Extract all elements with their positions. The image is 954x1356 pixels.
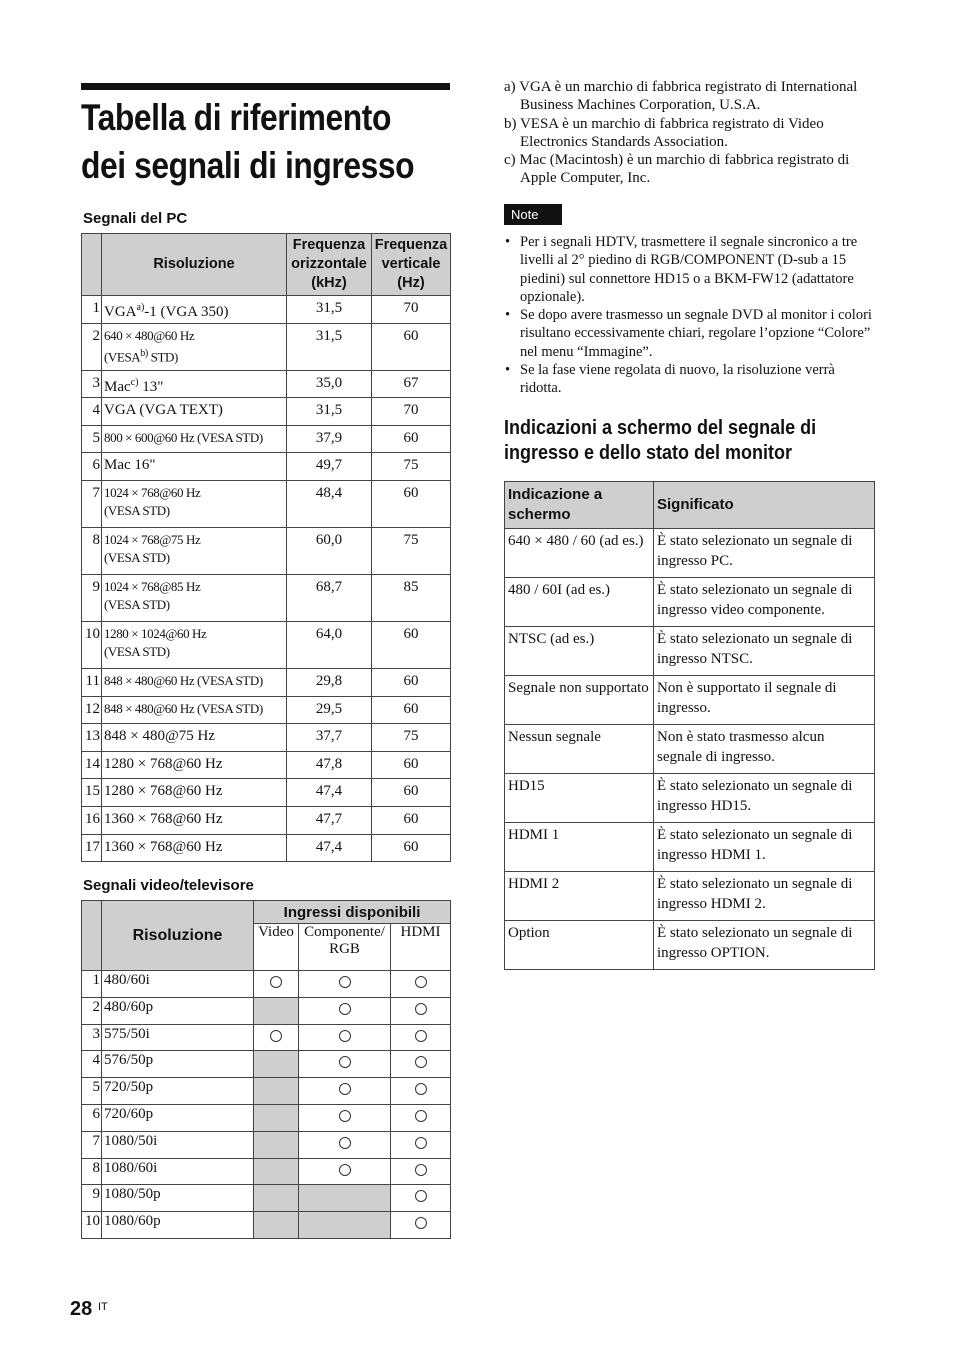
ind-row [505,529,875,578]
pc-row-number: 6 [82,453,102,481]
footnotes-list [504,78,876,188]
pc-resolution-text: 13" [138,378,164,395]
video-row-comp-cell [299,1024,391,1051]
ind-header-meaning: Significato [654,482,875,529]
notes-list [504,233,876,398]
pc-row-number: 11 [82,668,102,696]
video-row-video-cell [254,1024,299,1051]
note-item: • Se la fase viene regolata di nuovo, la risoluzione verrà ridotta. [504,361,876,398]
ind-row-meaning: Non è stato trasmesso alcun segnale di ingresso. [654,725,875,774]
pc-row-resolution [102,425,287,453]
note-item: • Per i segnali HDTV, trasmettere il segnale sincronico a tre livelli al 2° piedino di RGB/COMPONENT (D-sub a 15 piedini) sul connettore HD15 o a BKM-FW12 (adattatore opzionale). [504,233,876,306]
pc-row [82,696,451,724]
pc-row-resolution [102,323,287,370]
pc-row-vfreq: 67 [372,370,451,398]
ind-row-display: Option [505,921,654,970]
ind-header-display: Indicazione a schermo [505,482,654,529]
pc-resolution-text: Mac [104,378,131,395]
video-row-number: 1 [82,971,102,998]
pc-row-resolution [102,370,287,398]
video-row [82,1185,451,1212]
pc-resolution-text: 848 × 480@75 Hz [104,728,216,745]
pc-signals-table [81,233,451,862]
video-row-resolution: 1080/60i [102,1158,254,1185]
pc-row-resolution [102,527,287,574]
pc-row-vfreq: 85 [372,574,451,621]
footnote-ref: b) [140,347,148,359]
pc-row-number: 2 [82,323,102,370]
pc-row [82,480,451,527]
video-row-hdmi-cell [391,1185,451,1212]
video-header-num [82,901,102,971]
pc-row-hfreq: 60,0 [287,527,372,574]
pc-resolution-text: 1024 × 768@60 Hz [104,484,201,500]
ind-row [505,725,875,774]
note-badge: Note [504,204,562,225]
pc-header-resolution: Risoluzione [102,234,287,296]
pc-row-hfreq: 68,7 [287,574,372,621]
pc-row [82,527,451,574]
video-row-resolution: 720/60p [102,1104,254,1131]
pc-row [82,621,451,668]
pc-resolution-text: 1360 × 768@60 Hz [104,838,223,855]
pc-resolution-text: VGA [104,304,137,320]
footnote-b: b) VESA è un marchio di fabbrica registrato di Video Electronics Standards Association. [504,115,824,150]
pc-row-number: 17 [82,834,102,862]
pc-row [82,806,451,834]
pc-row-vfreq: 70 [372,398,451,426]
pc-resolution-text: 848 × 480@60 Hz (VESA STD) [104,672,263,688]
page-number: 28 [70,1298,93,1320]
video-header-inputs: Ingressi disponibili [254,901,451,924]
pc-row-number: 3 [82,370,102,398]
pc-row-vfreq: 60 [372,621,451,668]
available-circle-icon [270,1030,282,1042]
available-circle-icon [339,976,351,988]
pc-row [82,296,451,324]
pc-row-resolution [102,574,287,621]
indications-table [504,481,875,970]
video-row-hdmi-cell [391,1104,451,1131]
pc-row-hfreq: 29,5 [287,696,372,724]
video-signals-table [81,900,451,1239]
pc-row-hfreq: 47,7 [287,806,372,834]
footnote-c: c) Mac (Macintosh) è un marchio di fabbrica registrato di Apple Computer, Inc. [504,152,850,187]
video-row-video-cell [254,1131,299,1158]
video-row [82,1078,451,1105]
video-row-hdmi-cell [391,1078,451,1105]
ind-row-meaning: È stato selezionato un segnale di ingresso OPTION. [654,921,875,970]
pc-row [82,453,451,481]
available-circle-icon [415,1190,427,1202]
available-circle-icon [339,1083,351,1095]
video-row [82,1051,451,1078]
video-row-video-cell [254,1104,299,1131]
pc-header-vfreq: Frequenza verticale (Hz) [372,234,451,296]
video-row-hdmi-cell [391,971,451,998]
pc-row [82,751,451,779]
pc-row-resolution [102,668,287,696]
page-title [81,94,415,190]
page-title-line2: dei segnali di ingresso [81,145,415,186]
video-row-video-cell [254,997,299,1024]
video-row-comp-cell [299,1104,391,1131]
pc-row [82,668,451,696]
pc-row [82,834,451,862]
available-circle-icon [415,1083,427,1095]
pc-resolution-text: 1280 × 768@60 Hz [104,755,223,772]
available-circle-icon [339,1003,351,1015]
pc-resolution-text: (VESA [104,348,141,364]
pc-resolution-text: 1024 × 768@85 Hz [104,578,201,594]
video-row [82,1158,451,1185]
available-circle-icon [270,976,282,988]
pc-row-hfreq: 29,8 [287,668,372,696]
pc-row-resolution [102,806,287,834]
pc-row-vfreq: 60 [372,696,451,724]
pc-resolution-text: (VESA STD) [104,549,170,565]
pc-row [82,323,451,370]
available-circle-icon [339,1056,351,1068]
pc-row-number: 4 [82,398,102,426]
pc-row-number: 14 [82,751,102,779]
pc-row-vfreq: 60 [372,779,451,807]
pc-section-label: Segnali del PC [83,210,188,227]
pc-row-resolution [102,621,287,668]
pc-resolution-text: 1280 × 1024@60 Hz [104,625,207,641]
video-row-comp-cell [299,1158,391,1185]
pc-row-hfreq: 49,7 [287,453,372,481]
page-language: IT [98,1301,108,1313]
pc-row-resolution [102,296,287,324]
ind-row-meaning: È stato selezionato un segnale di ingresso video componente. [654,578,875,627]
pc-row-number: 7 [82,480,102,527]
pc-row-vfreq: 60 [372,834,451,862]
pc-row-resolution [102,779,287,807]
video-row-number: 3 [82,1024,102,1051]
indications-heading: Indicazioni a schermo del segnale di ingresso e dello stato del monitor [504,417,817,464]
pc-resolution-text: 800 × 600@60 Hz (VESA STD) [104,429,263,445]
video-row-resolution: 575/50i [102,1024,254,1051]
footnote-ref: c) [130,376,139,388]
pc-row-number: 12 [82,696,102,724]
video-row-number: 9 [82,1185,102,1212]
ind-row [505,774,875,823]
video-row-number: 7 [82,1131,102,1158]
video-row-video-cell [254,1078,299,1105]
pc-row-vfreq: 75 [372,453,451,481]
video-row-number: 2 [82,997,102,1024]
ind-row-display: NTSC (ad es.) [505,627,654,676]
available-circle-icon [415,1003,427,1015]
available-circle-icon [339,1137,351,1149]
pc-row [82,574,451,621]
video-row-comp-cell [299,1078,391,1105]
video-row-number: 5 [82,1078,102,1105]
footnote-a: a) VGA è un marchio di fabbrica registrato di International Business Machines Corporation, U.S.A. [504,79,858,114]
video-row [82,1104,451,1131]
pc-row-hfreq: 47,4 [287,779,372,807]
ind-row-display: HD15 [505,774,654,823]
pc-row-vfreq: 75 [372,724,451,752]
video-row-comp-cell [299,1185,391,1212]
pc-row-resolution [102,453,287,481]
available-circle-icon [339,1164,351,1176]
pc-resolution-text: Mac 16" [104,457,156,474]
pc-row-hfreq: 47,8 [287,751,372,779]
pc-row-hfreq: 31,5 [287,323,372,370]
video-header-component-line2: RGB [329,941,360,957]
pc-row-vfreq: 60 [372,425,451,453]
footnote-ref: a) [136,302,145,313]
pc-row [82,398,451,426]
pc-row-vfreq: 70 [372,296,451,324]
video-row-number: 8 [82,1158,102,1185]
available-circle-icon [415,1137,427,1149]
ind-row [505,578,875,627]
pc-row-number: 16 [82,806,102,834]
pc-row-hfreq: 64,0 [287,621,372,668]
available-circle-icon [415,1030,427,1042]
pc-row-hfreq: 37,9 [287,425,372,453]
ind-row [505,627,875,676]
pc-resolution-text: 848 × 480@60 Hz (VESA STD) [104,700,263,716]
pc-resolution-text: VGA (VGA TEXT) [104,402,223,419]
pc-header-num [82,234,102,296]
pc-row [82,724,451,752]
video-row-resolution: 1080/50p [102,1185,254,1212]
video-row-resolution: 576/50p [102,1051,254,1078]
video-row-resolution: 1080/60p [102,1212,254,1239]
pc-row-number: 5 [82,425,102,453]
video-row [82,1212,451,1239]
pc-row-number: 9 [82,574,102,621]
ind-row-display: HDMI 2 [505,872,654,921]
pc-row-resolution [102,480,287,527]
video-header-resolution: Risoluzione [102,901,254,971]
available-circle-icon [415,1164,427,1176]
video-row [82,997,451,1024]
pc-row-number: 10 [82,621,102,668]
pc-row [82,779,451,807]
video-row-hdmi-cell [391,1024,451,1051]
video-row [82,1024,451,1051]
pc-resolution-text: (VESA STD) [104,502,170,518]
video-row-video-cell [254,1051,299,1078]
pc-resolution-text: -1 (VGA 350) [144,304,229,320]
available-circle-icon [415,976,427,988]
page-title-line1: Tabella di riferimento [81,97,391,138]
video-header-video: Video [254,924,299,971]
pc-row-hfreq: 37,7 [287,724,372,752]
pc-resolution-text: 1280 × 768@60 Hz [104,783,223,800]
pc-resolution-text: (VESA STD) [104,643,170,659]
pc-row-hfreq: 48,4 [287,480,372,527]
video-row-comp-cell [299,1131,391,1158]
video-header-component [299,924,391,971]
pc-row [82,370,451,398]
pc-row-vfreq: 60 [372,668,451,696]
video-row-hdmi-cell [391,1051,451,1078]
ind-row-meaning: È stato selezionato un segnale di ingresso PC. [654,529,875,578]
video-row-resolution: 480/60p [102,997,254,1024]
ind-row-display: 640 × 480 / 60 (ad es.) [505,529,654,578]
pc-row-vfreq: 60 [372,480,451,527]
pc-row-resolution [102,398,287,426]
video-row-resolution: 720/50p [102,1078,254,1105]
available-circle-icon [415,1217,427,1229]
video-row-comp-cell [299,997,391,1024]
pc-resolution-text: 640 × 480@60 Hz [104,327,195,343]
pc-row-vfreq: 75 [372,527,451,574]
video-row-hdmi-cell [391,1131,451,1158]
pc-resolution-text: (VESA STD) [104,596,170,612]
video-header-component-line1: Componente/ [304,924,385,940]
pc-resolution-text: 1360 × 768@60 Hz [104,810,223,827]
video-row-number: 10 [82,1212,102,1239]
ind-row [505,676,875,725]
video-row [82,1131,451,1158]
video-row-comp-cell [299,1212,391,1239]
pc-row-number: 1 [82,296,102,324]
video-row-comp-cell [299,971,391,998]
pc-row-hfreq: 31,5 [287,398,372,426]
ind-row [505,872,875,921]
video-row [82,971,451,998]
video-row-resolution: 480/60i [102,971,254,998]
pc-row-number: 8 [82,527,102,574]
ind-row-meaning: È stato selezionato un segnale di ingresso NTSC. [654,627,875,676]
video-row-video-cell [254,971,299,998]
pc-row [82,425,451,453]
pc-row-resolution [102,724,287,752]
pc-resolution-text: STD) [147,348,178,364]
pc-header-hfreq: Frequenza orizzontale (kHz) [287,234,372,296]
video-row-resolution: 1080/50i [102,1131,254,1158]
ind-row-display: 480 / 60I (ad es.) [505,578,654,627]
available-circle-icon [415,1110,427,1122]
ind-row-display: Nessun segnale [505,725,654,774]
pc-row-resolution [102,751,287,779]
pc-row-resolution [102,834,287,862]
video-row-hdmi-cell [391,1212,451,1239]
ind-row [505,823,875,872]
pc-row-resolution [102,696,287,724]
video-row-video-cell [254,1158,299,1185]
video-row-number: 6 [82,1104,102,1131]
pc-row-number: 13 [82,724,102,752]
pc-row-hfreq: 47,4 [287,834,372,862]
pc-resolution-text: 1024 × 768@75 Hz [104,531,201,547]
ind-row-meaning: Non è supportato il segnale di ingresso. [654,676,875,725]
pc-row-hfreq: 31,5 [287,296,372,324]
pc-row-vfreq: 60 [372,751,451,779]
available-circle-icon [339,1110,351,1122]
note-item: • Se dopo avere trasmesso un segnale DVD al monitor i colori risultano eccessivamente chiari, regolare l’opzione “Colore” nel menu “Immagine”. [504,306,876,361]
video-row-hdmi-cell [391,1158,451,1185]
pc-row-vfreq: 60 [372,323,451,370]
video-row-video-cell [254,1212,299,1239]
video-row-number: 4 [82,1051,102,1078]
pc-row-hfreq: 35,0 [287,370,372,398]
ind-row-display: Segnale non supportato [505,676,654,725]
ind-row-meaning: È stato selezionato un segnale di ingresso HDMI 1. [654,823,875,872]
pc-row-vfreq: 60 [372,806,451,834]
ind-row-meaning: È stato selezionato un segnale di ingresso HDMI 2. [654,872,875,921]
video-row-video-cell [254,1185,299,1212]
available-circle-icon [415,1056,427,1068]
available-circle-icon [339,1030,351,1042]
video-row-hdmi-cell [391,997,451,1024]
ind-row-display: HDMI 1 [505,823,654,872]
video-row-comp-cell [299,1051,391,1078]
ind-row-meaning: È stato selezionato un segnale di ingresso HD15. [654,774,875,823]
title-rule [81,83,450,90]
video-header-hdmi: HDMI [391,924,451,971]
video-section-label: Segnali video/televisore [83,877,254,894]
pc-row-number: 15 [82,779,102,807]
ind-row [505,921,875,970]
